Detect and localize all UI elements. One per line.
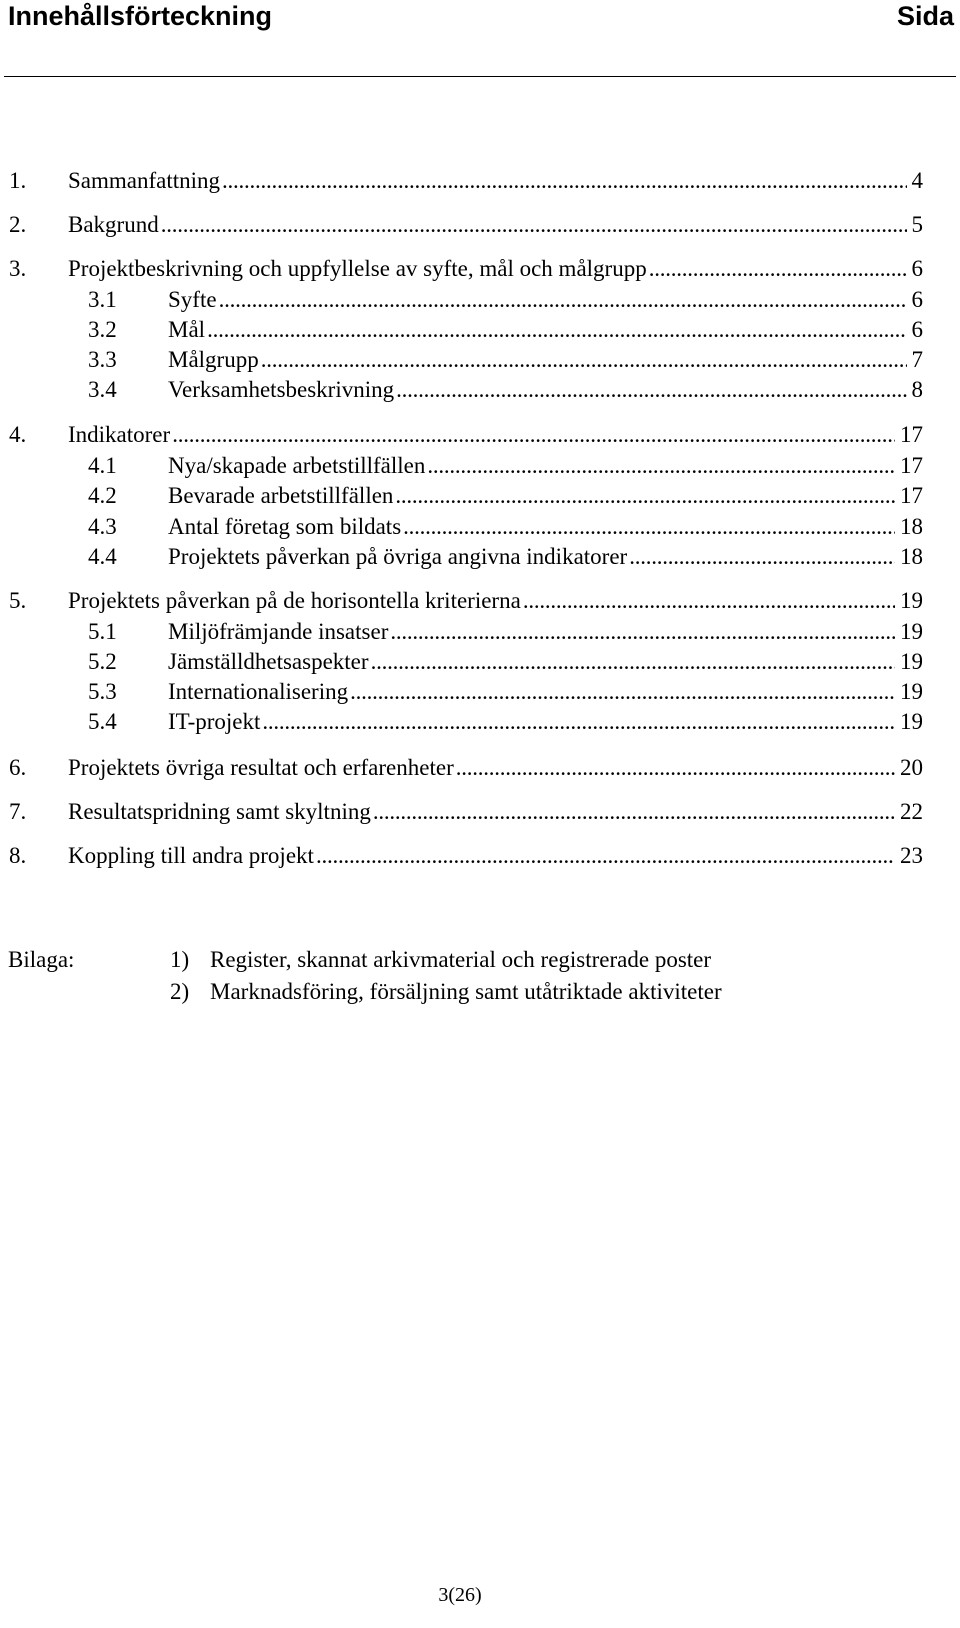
toc-entry-page: 6 (907, 254, 924, 284)
toc-entry-title: Internationalisering (168, 677, 350, 707)
dot-leader (395, 481, 923, 511)
toc-entry[interactable] (0, 841, 960, 871)
dot-leader (371, 647, 923, 677)
toc-entry-number: 5.2 (88, 649, 117, 674)
toc-entry-page: 6 (907, 315, 924, 345)
dot-leader (456, 753, 923, 783)
toc-entry-title: Syfte (168, 285, 219, 315)
toc-entry[interactable] (0, 166, 960, 196)
appendix-label: Bilaga: (8, 947, 75, 972)
toc-entry-number: 5.3 (88, 679, 117, 704)
toc-entry[interactable] (0, 617, 960, 647)
toc-entry-number: 3.2 (88, 317, 117, 342)
dot-leader (219, 285, 923, 315)
toc-entry-title: Indikatorer (68, 420, 172, 450)
toc-entry[interactable] (0, 254, 960, 284)
toc-entry-title: Projektets påverkan på övriga angivna indikatorer (168, 542, 629, 572)
toc-entry-number: 3. (9, 256, 27, 281)
toc-entry-number: 3.3 (88, 347, 117, 372)
dot-leader (403, 512, 923, 542)
dot-leader (172, 420, 923, 450)
toc-entry[interactable] (0, 210, 960, 240)
dot-leader (629, 542, 923, 572)
toc-entry-title: IT-projekt (168, 707, 262, 737)
toc-entry-number: 8. (9, 843, 27, 868)
dot-leader (523, 586, 923, 616)
toc-entry-number: 4.1 (88, 453, 117, 478)
appendix-item-number: 1) (170, 947, 190, 972)
toc-entry-page: 19 (895, 707, 923, 737)
appendix-item[interactable] (170, 944, 711, 976)
toc-entry-title: Projektets övriga resultat och erfarenheter (68, 753, 456, 783)
toc-entry-title: Bakgrund (68, 210, 161, 240)
toc-entry-number: 3.4 (88, 377, 117, 402)
toc-entry-title: Projektbeskrivning och uppfyllelse av syfte, mål och målgrupp (68, 254, 649, 284)
toc-entry-page: 7 (907, 345, 924, 375)
toc-entry-page: 6 (907, 285, 924, 315)
toc-entry-title: Nya/skapade arbetstillfällen (168, 451, 427, 481)
dot-leader (261, 345, 923, 375)
toc-entry[interactable] (0, 797, 960, 827)
toc-entry-page: 17 (895, 481, 923, 511)
appendix-item-number: 2) (170, 979, 190, 1004)
toc-entry[interactable] (0, 451, 960, 481)
toc-entry-title: Resultatspridning samt skyltning (68, 797, 373, 827)
toc-entry-page: 4 (907, 166, 924, 196)
toc-entry-number: 2. (9, 212, 27, 237)
toc-entry-title: Projektets påverkan på de horisontella kriterierna (68, 586, 523, 616)
toc-entry-page: 19 (895, 647, 923, 677)
toc-entry[interactable] (0, 512, 960, 542)
toc-entry-page: 19 (895, 617, 923, 647)
toc-entry[interactable] (0, 647, 960, 677)
toc-entry-page: 18 (895, 512, 923, 542)
toc-entry[interactable] (0, 315, 960, 345)
toc-entry[interactable] (0, 375, 960, 405)
toc-entry-page: 8 (907, 375, 924, 405)
toc-entry-page: 19 (895, 586, 923, 616)
appendix-item[interactable] (170, 976, 722, 1008)
dot-leader (262, 707, 923, 737)
toc-entry[interactable] (0, 677, 960, 707)
toc-entry-title: Bevarade arbetstillfällen (168, 481, 395, 511)
toc-entry-title: Jämställdhetsaspekter (168, 647, 371, 677)
toc-entry-number: 5.1 (88, 619, 117, 644)
dot-leader (316, 841, 923, 871)
toc-entry-number: 5.4 (88, 709, 117, 734)
toc-entry-title: Mål (168, 315, 207, 345)
toc-entry-title: Antal företag som bildats (168, 512, 403, 542)
dot-leader (649, 254, 923, 284)
dot-leader (207, 315, 923, 345)
toc-entry[interactable] (0, 542, 960, 572)
dot-leader (396, 375, 923, 405)
toc-entry-page: 19 (895, 677, 923, 707)
toc-entry-page: 5 (907, 210, 924, 240)
toc-entry-number: 5. (9, 588, 27, 613)
toc-entry-title: Målgrupp (168, 345, 261, 375)
dot-leader (222, 166, 923, 196)
dot-leader (373, 797, 923, 827)
toc-entry-title: Koppling till andra projekt (68, 841, 316, 871)
toc-entry-title: Verksamhetsbeskrivning (168, 375, 396, 405)
toc-entry-number: 1. (9, 168, 27, 193)
toc-entry-number: 6. (9, 755, 27, 780)
toc-entry-number: 3.1 (88, 287, 117, 312)
toc-entry[interactable] (0, 345, 960, 375)
toc-entry[interactable] (0, 285, 960, 315)
appendix-item-text: Marknadsföring, försäljning samt utåtriktade aktiviteter (210, 979, 722, 1004)
toc-entry-page: 17 (895, 420, 923, 450)
toc-entry-title: Miljöfrämjande insatser (168, 617, 390, 647)
dot-leader (427, 451, 923, 481)
toc-entry[interactable] (0, 753, 960, 783)
toc-entry-number: 4.3 (88, 514, 117, 539)
toc-entry[interactable] (0, 481, 960, 511)
toc-entry[interactable] (0, 586, 960, 616)
toc-entry[interactable] (0, 420, 960, 450)
dot-leader (390, 617, 923, 647)
toc-entry-number: 7. (9, 799, 27, 824)
appendix-item-text: Register, skannat arkivmaterial och registrerade poster (210, 947, 712, 972)
page-column-heading: Sida (896, 1, 954, 31)
toc-entry-number: 4. (9, 422, 27, 447)
toc-entry-title: Sammanfattning (68, 166, 222, 196)
dot-leader (161, 210, 923, 240)
toc-entry-page: 20 (895, 753, 923, 783)
toc-entry-page: 23 (895, 841, 923, 871)
toc-entry-page: 18 (895, 542, 923, 572)
toc-entry-number: 4.2 (88, 483, 117, 508)
toc-entry-page: 22 (895, 797, 923, 827)
toc-entry[interactable] (0, 707, 960, 737)
page-number: 3(26) (438, 1584, 482, 1606)
toc-entry-number: 4.4 (88, 544, 117, 569)
toc-heading: Innehållsförteckning (8, 1, 273, 31)
dot-leader (350, 677, 923, 707)
toc-entry-page: 17 (895, 451, 923, 481)
